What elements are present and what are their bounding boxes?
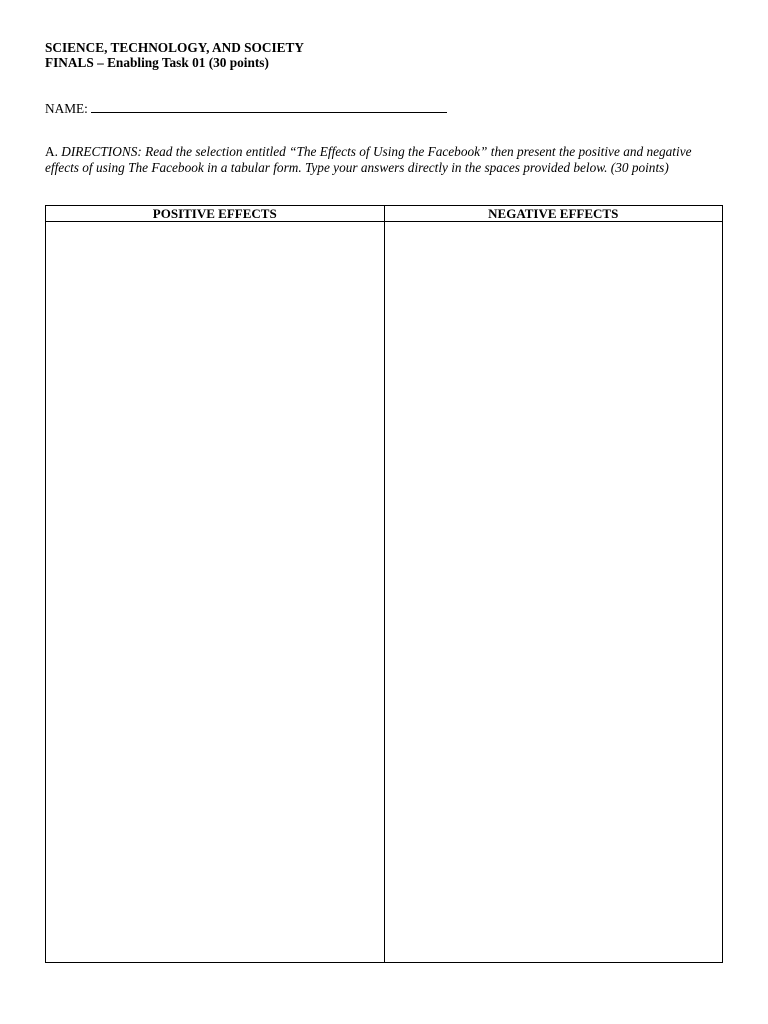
document-header	[45, 40, 304, 70]
negative-effects-answer-cell[interactable]	[384, 222, 723, 963]
positive-effects-header: POSITIVE EFFECTS	[46, 206, 385, 222]
course-title: SCIENCE, TECHNOLOGY, AND SOCIETY	[45, 40, 304, 55]
directions-prefix: A.	[45, 144, 58, 159]
directions-text: DIRECTIONS: Read the selection entitled “The Effects of Using the Facebook” then present the positive and negative effects of using The Facebook in a tabular form. Type your answers directly in the spaces provided below. (30 points)	[45, 144, 692, 175]
positive-effects-answer-cell[interactable]	[46, 222, 385, 963]
table-header-row	[46, 206, 723, 222]
name-label: NAME:	[45, 101, 88, 116]
effects-table	[45, 205, 723, 963]
task-title: FINALS – Enabling Task 01 (30 points)	[45, 55, 269, 70]
negative-effects-header: NEGATIVE EFFECTS	[384, 206, 723, 222]
name-row	[45, 99, 447, 117]
directions-paragraph	[45, 144, 717, 175]
table-answer-row	[46, 222, 723, 963]
name-blank-line[interactable]	[91, 99, 447, 113]
